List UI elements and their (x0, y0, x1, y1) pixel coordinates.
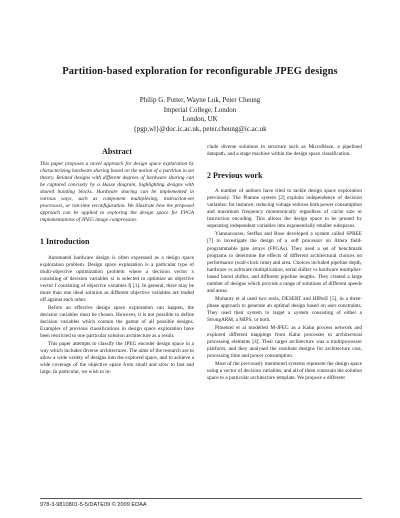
introduction-heading: 1 Introduction (40, 237, 90, 247)
author-block (0, 96, 400, 134)
abstract-text: This paper proposes a novel approach for design space exploration by characterizing hardware sharing based on the notion of a partition in set theory. Related designs with different degrees of hardware sharing can be captured concisely by a Hasse diagram, highlighting designs with shared building blocks. Hardware sharing can be implemented in various ways, such as component multiplexing, instruction-set processors, or run-time reconfiguration. We illustrate how the proposed approach can be applied to exploring the design space for FPGA implementations of JPEG image compression. (40, 161, 194, 224)
previous-work-heading: 2 Previous work (207, 171, 263, 181)
author-emails: {pgp,wl}@doc.ic.ac.uk, peter.cheung@ic.ac.uk (133, 124, 267, 133)
intro-paragraph: Before an effective design space exploration can happen, the decision variables must be chosen. However, it is not possible to define decision variables which contain the gamut of all possible designs. Examples of previous classifications in design space exploration have been restricted to one particular solution architecture as a result. (40, 304, 194, 340)
right-column (207, 144, 362, 382)
paper-title: Partition-based exploration for reconfigurable JPEG designs (62, 66, 338, 77)
author-affiliation: Imperial College, London (163, 105, 237, 114)
copyright-footer: 978-3-9810801-5-5/DATE09 © 2009 EDAA (40, 498, 362, 508)
intro-continuation: clude diverse solutions in structure such as MicroBlaze, a pipelined datapath, and a stage machine within the design space classification. (207, 144, 362, 158)
author-location: London, UK (182, 115, 218, 124)
abstract-heading: Abstract (102, 147, 132, 156)
previous-work-paragraph: A number of authors have tried to tackle design space exploration previously. The Platune system [2] exploits independence of decision variables: for instance, reducing voltage reduces both power consumption and maximum frequency monotonically regardless of cache size or instruction encoding. This allows the design space to be pruned by separating independent variables into exponentially smaller subspaces. (207, 188, 362, 230)
left-column (40, 148, 194, 376)
previous-work-paragraph: Pimentel et al modelled M-JPEG as a Kahn process network and explored different mappings from Kahn processes to architectural processing elements [4]. Their target architecture was a multiprocessor platform, and they analysed the resultant designs for architecture cost, processing time and power consumption. (207, 325, 362, 360)
intro-paragraph: This paper attempts to classify the JPEG encoder design space in a way which includes diverse architectures. The aims of the research are to allow a wide variety of designs into the explored space, and to achieve a wide coverage of the objective space from small and slow to fast and large. In particular, we wish to in- (40, 341, 194, 376)
previous-work-paragraph: Most of the previously mentioned systems represent the design space using a vector of decision variables, and all of them constrain the solution space to a particular architecture template. We propose a different (207, 361, 362, 382)
previous-work-paragraph: Mohanty et al used two tools, DESERT and HIPerE [5], in a three-phase approach to generate an optimal design based on user constraints. They used their system to target a system consisting of either a StrongARM, a MIPS, or both. (207, 295, 362, 323)
author-names: Philip G. Potter, Wayne Luk, Peter Cheung (139, 96, 261, 104)
intro-paragraph: Automated hardware design is often expressed as a design space exploration problem. Design space exploration is a particular type of multi-objective optimization problem where a decision vector x consisting of decision variables xi is selected to optimize an objective vector f consisting of objective variables fj [1]. In general, there may be more than one ideal solution as different objective variables are traded off against each other. (40, 254, 194, 303)
previous-work-paragraph: Yiannacouras, Steffan and Rose developed a system called SPREE [7] to investigate the design of a soft processor on Altera field-programmable gate arrays (FPGAs). They used a set of benchmark programs to determine the effects of different architectural choices on performance (wall-clock time) and area. Choices included pipeline depth, hardware vs software multiplication, serial shifter vs hardware multiplier-based barrel shifter, and different pipeline lengths. They created a large number of designs which provide a range of solutions of different speeds and areas. (207, 231, 362, 294)
